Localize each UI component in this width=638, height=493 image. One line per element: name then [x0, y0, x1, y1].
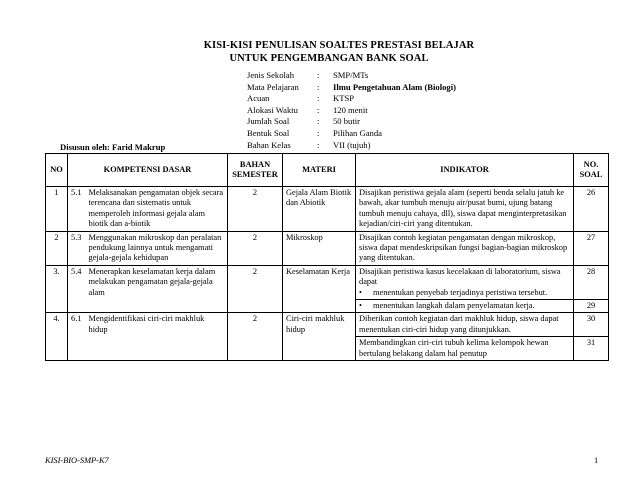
bullet-icon: • [359, 287, 362, 297]
materi: Mikroskop [283, 231, 356, 265]
document-title: KISI-KISI PENULISAN SOALTES PRESTASI BELAJAR [203, 40, 475, 51]
soal-number: 27 [574, 231, 609, 265]
soal-number: 26 [574, 187, 609, 232]
meta-key: Mata Pelajaran [247, 81, 299, 92]
meta-value: 50 butir [333, 116, 360, 127]
materi: Keselamatan Kerja [283, 265, 356, 313]
bullet-text: menentukan langkah dalam penyelamatan kerja. [373, 301, 535, 311]
semester: 2 [228, 313, 283, 361]
semester: 2 [228, 231, 283, 265]
header-no-soal [574, 154, 609, 187]
kd-number: 5.3 [68, 231, 88, 265]
soal-number: 28 [574, 265, 609, 299]
indikator [356, 300, 574, 313]
table-row [46, 231, 609, 265]
meta-sep: : [317, 116, 320, 127]
meta-key: Alokasi Waktu [247, 104, 298, 115]
row-no: 2 [46, 231, 68, 265]
meta-value: KTSP [333, 93, 355, 104]
kd-text: Menggunakan mikroskop dan peralatan pendukung lainnya untuk mengamati gejala-gejala kehidupan [88, 231, 228, 265]
author-line: Disusun oleh: Farid Makrup [60, 142, 166, 152]
meta-sep: : [317, 70, 320, 80]
header-indikator: INDIKATOR [356, 154, 574, 187]
indikator [356, 265, 574, 299]
meta-key: Jumlah Soal [247, 116, 290, 127]
kisi-kisi-table [45, 153, 609, 361]
soal-number: 29 [574, 300, 609, 313]
meta-key: Acuan [247, 93, 270, 104]
meta-value: SMP/MTs [333, 70, 369, 80]
meta-row-acuan [247, 93, 456, 105]
kd-number: 6.1 [68, 313, 88, 361]
document-subtitle: UNTUK PENGEMBANGAN BANK SOAL [229, 53, 429, 64]
meta-sep: : [317, 81, 320, 92]
meta-sep: : [317, 139, 320, 150]
meta-key: Bentuk Soal [247, 127, 290, 138]
footer-page-number: 1 [594, 456, 599, 465]
header-no: NO [46, 154, 68, 187]
kd-text: Melaksanakan pengamatan objek secara terencana dan sistematis untuk memperoleh informasi gejala alam biotik dan a-biotik [88, 187, 228, 232]
row-no: 4. [46, 313, 68, 361]
indikator: Membandingkan ciri-ciri tubuh kelima kelompok hewan bertulang belakang dalam hal penutup [356, 337, 574, 361]
meta-sep: : [317, 93, 320, 104]
header-soal-line1: NO. [583, 159, 599, 169]
bullet-text: menentukan penyebab terjadinya peristiwa tersebut. [373, 287, 548, 297]
header-soal-line2: SOAL [579, 170, 603, 179]
semester: 2 [228, 265, 283, 313]
header-materi: MATERI [283, 154, 356, 187]
materi: Ciri-ciri makhluk hidup [283, 313, 356, 361]
materi: Gejala Alam Biotik dan Abiotik [283, 187, 356, 232]
meta-row-bentuk-soal [247, 128, 456, 140]
indikator-bullet [359, 288, 570, 298]
table-row [46, 313, 609, 337]
table-header-row [46, 154, 609, 187]
table-row [46, 187, 609, 232]
meta-value: Ilmu Pengetahuan Alam (Biologi) [333, 81, 456, 92]
meta-row-bahan-kelas [247, 140, 456, 152]
meta-block [247, 70, 456, 151]
meta-sep: : [317, 104, 320, 115]
meta-value: 120 menit [333, 104, 368, 115]
soal-number: 30 [574, 313, 609, 337]
header-kompetensi-dasar: KOMPETENSI DASAR [68, 154, 228, 187]
meta-value: VII (tujuh) [333, 139, 371, 150]
soal-number: 31 [574, 337, 609, 361]
meta-row-jenis-sekolah [247, 70, 456, 82]
row-no: 3. [46, 265, 68, 313]
meta-row-mata-pelajaran [247, 82, 456, 94]
header-semester-line1: BAHAN [239, 159, 271, 169]
kd-text: Mengidentifikasi ciri-ciri makhluk hidup [88, 313, 228, 361]
header-semester [228, 154, 283, 187]
meta-row-jumlah-soal [247, 116, 456, 128]
kd-number: 5.4 [68, 265, 88, 313]
footer-document-code: KISI-BIO-SMP-K7 [45, 456, 109, 465]
meta-key: Jenis Sekolah [247, 70, 295, 80]
semester: 2 [228, 187, 283, 232]
indikator: Disajikan contoh kegiatan pengamatan dengan mikroskop, siswa dapat mendeskripsikan fungsi bagian-bagian mikroskop yang ditentukan. [356, 231, 574, 265]
row-no: 1 [46, 187, 68, 232]
meta-key: Bahan Kelas [247, 139, 291, 150]
meta-row-alokasi-waktu [247, 105, 456, 117]
indikator-intro: Disajikan peristiwa kasus kecelakaan di laboratorium, siswa dapat [359, 266, 561, 287]
table-row [46, 265, 609, 299]
indikator-bullet [359, 301, 570, 311]
bullet-icon: • [359, 301, 362, 311]
indikator: Disajikan peristiwa gejala alam (seperti benda selalu jatuh ke bawah, akar tumbuh menuju air/pusat bumi, ujung batang tumbuh menuju cahaya, dll), siswa dapat menginterpretasikan kejadian/ciri-ciri yang ditentukan. [356, 187, 574, 232]
kd-number: 5.1 [68, 187, 88, 232]
header-semester-line2: SEMESTER [232, 170, 278, 179]
meta-value: Pilihan Ganda [333, 127, 382, 138]
meta-sep: : [317, 127, 320, 138]
indikator: Diberikan contoh kegiatan dari makhluk hidup, siswa dapat menentukan ciri-ciri hidup yang ditunjukkan. [356, 313, 574, 337]
kd-text: Menerapkan keselamatan kerja dalam melakukan pengamatan gejala-gejala alam [88, 265, 228, 313]
